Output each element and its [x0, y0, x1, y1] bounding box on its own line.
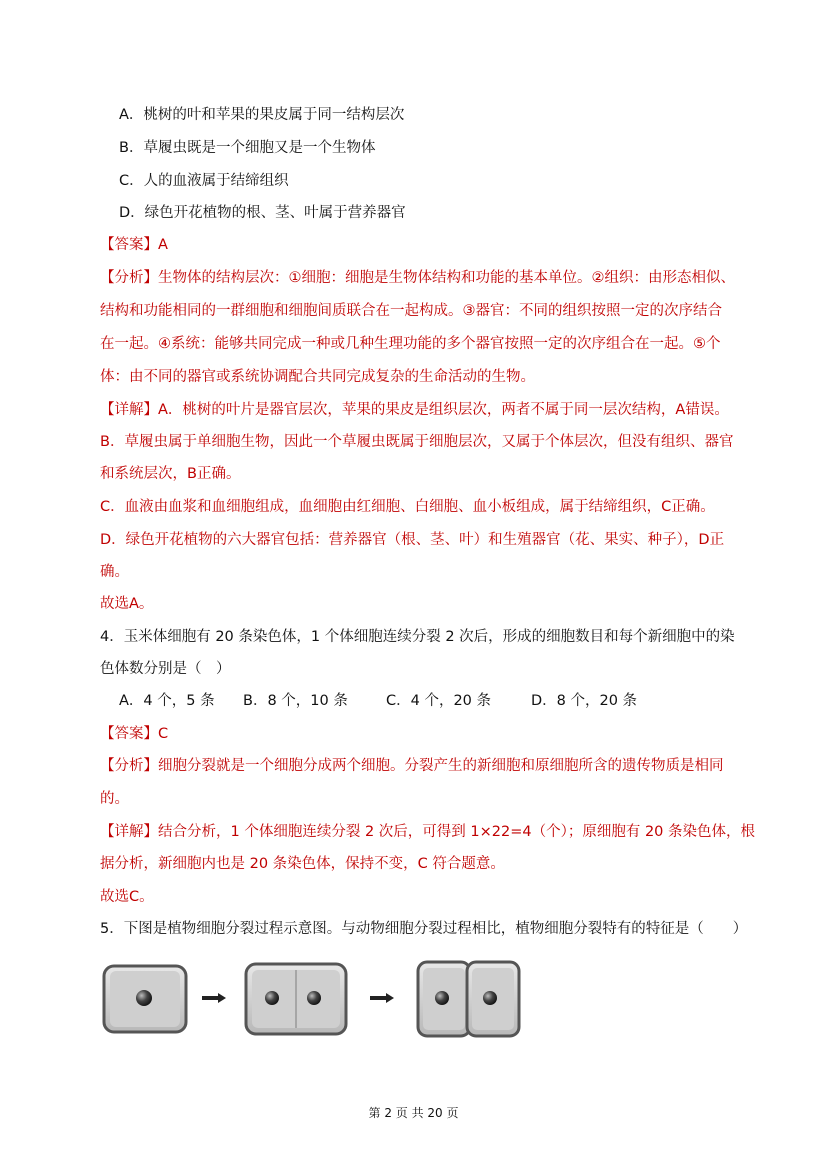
q3-option-b: B．草履虫既是一个细胞又是一个生物体 [119, 140, 376, 156]
q4-analysis-line-2: 的。 [100, 791, 129, 807]
nucleus-icon [483, 991, 497, 1005]
q3-analysis-line-1 [100, 268, 735, 288]
detail-tag: 【详解】 [100, 824, 158, 840]
detail-text: A．桃树的叶片是器官层次，苹果的果皮是组织层次，两者不属于同一层次结构，A错误。 [158, 402, 729, 418]
analysis-tag: 【分析】 [100, 270, 158, 286]
detail-text: 结合分析，1 个体细胞连续分裂 2 次后，可得到 1×22=4（个）；原细胞有 20 条染色体，根 [158, 824, 756, 840]
q3-option-c: C．人的血液属于结缔组织 [119, 173, 289, 189]
q3-option-a: A．桃树的叶和苹果的果皮属于同一结构层次 [119, 107, 405, 123]
q3-choice: 故选A。 [100, 596, 154, 612]
q4-detail-line-2: 据分析，新细胞内也是 20 条染色体，保持不变，C 符合题意。 [100, 856, 505, 872]
arrow-icon [202, 993, 226, 1003]
q3-detail-line-1 [100, 400, 729, 420]
q3-detail-line-4: C．血液由血浆和血细胞组成，血细胞由红细胞、白细胞、血小板组成，属于结缔组织，C正确。 [100, 499, 715, 515]
q4-detail-line-1 [100, 822, 755, 842]
q4-choice: 故选C。 [100, 889, 154, 905]
q3-detail-line-3: 和系统层次，B正确。 [100, 466, 241, 482]
nucleus-icon [265, 991, 279, 1005]
page-footer: 第 2 页 共 20 页 [368, 1106, 459, 1120]
q4-analysis-line-1 [100, 756, 724, 776]
dividing-cell [246, 964, 346, 1034]
q4-option-a: A．4 个，5 条 [119, 693, 215, 709]
single-cell [104, 966, 186, 1032]
q3-detail-line-5: D．绿色开花植物的六大器官包括：营养器官（根、茎、叶）和生殖器官（花、果实、种子），D正 [100, 532, 725, 548]
q3-answer [100, 235, 168, 255]
nucleus-icon [136, 990, 152, 1006]
q4-option-d: D．8 个，20 条 [531, 693, 638, 709]
nucleus-icon [307, 991, 321, 1005]
detail-tag: 【详解】 [100, 402, 158, 418]
arrow-icon [370, 993, 394, 1003]
q4-stem-line-2: 色体数分别是（ ） [100, 661, 231, 677]
q3-detail-line-2: B．草履虫属于单细胞生物，因此一个草履虫既属于细胞层次，又属于个体层次，但没有组织、器官 [100, 434, 734, 450]
analysis-tag: 【分析】 [100, 758, 158, 774]
q4-option-c: C．4 个，20 条 [386, 693, 492, 709]
analysis-text: 生物体的结构层次：①细胞：细胞是生物体结构和功能的基本单位。②组织：由形态相似、 [158, 270, 735, 286]
q4-option-b: B．8 个，10 条 [243, 693, 348, 709]
q4-stem-line-1: 4．玉米体细胞有 20 条染色体，1 个体细胞连续分裂 2 次后，形成的细胞数目和每个新细胞中的染 [100, 629, 735, 645]
nucleus-icon [435, 991, 449, 1005]
q3-option-d: D．绿色开花植物的根、茎、叶属于营养器官 [119, 205, 406, 221]
answer-value: A [158, 237, 168, 253]
q5-stem: 5．下图是植物细胞分裂过程示意图。与动物细胞分裂过程相比，植物细胞分裂特有的特征是（ ） [100, 921, 748, 937]
analysis-text: 细胞分裂就是一个细胞分成两个细胞。分裂产生的新细胞和原细胞所含的遗传物质是相同 [158, 758, 724, 774]
q3-analysis-line-2: 结构和功能相同的一群细胞和细胞间质联合在一起构成。③器官：不同的组织按照一定的次序结合 [100, 303, 722, 319]
answer-value: C [158, 726, 169, 742]
daughter-cells [418, 962, 519, 1036]
q4-answer [100, 724, 168, 744]
answer-tag: 【答案】 [100, 237, 158, 253]
cell-division-figure [98, 958, 528, 1040]
q3-analysis-line-4: 体：由不同的器官或系统协调配合共同完成复杂的生命活动的生物。 [100, 369, 535, 385]
q3-detail-line-6: 确。 [100, 564, 129, 580]
answer-tag: 【答案】 [100, 726, 158, 742]
q4-options [119, 691, 637, 711]
q3-analysis-line-3: 在一起。④系统：能够共同完成一种或几种生理功能的多个器官按照一定的次序组合在一起。⑤个 [100, 336, 721, 352]
